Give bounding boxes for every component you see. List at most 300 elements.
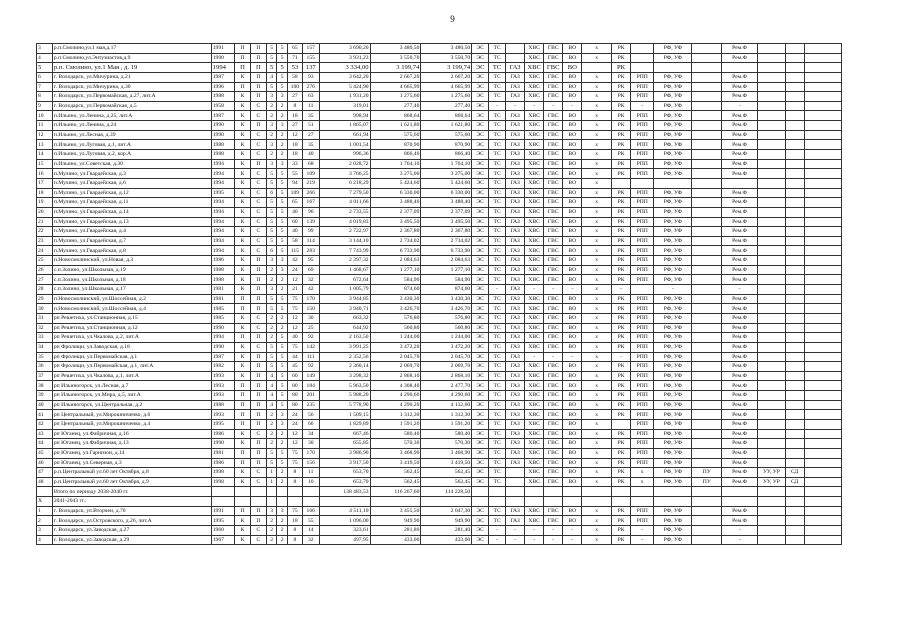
table-cell: РФ, УФ: [654, 294, 692, 304]
table-cell: р.п. Смолино, ул.1 Мая , д. 19: [52, 63, 211, 73]
table-cell: ТС: [489, 400, 506, 410]
table-cell: П: [235, 82, 251, 92]
table-cell: [758, 275, 786, 285]
table-cell: [758, 53, 786, 63]
table-cell: 2 352,56: [319, 352, 370, 362]
table-cell: Рем.Ф: [722, 275, 758, 285]
table-cell: 30: [302, 313, 319, 323]
table-cell: 3: [266, 256, 277, 266]
table-cell: 266: [302, 188, 319, 198]
table-cell: 55: [287, 169, 302, 179]
table-cell: С: [250, 526, 266, 536]
table-cell: 655,85: [319, 439, 370, 449]
table-cell: РФ, УФ: [654, 72, 692, 82]
table-cell: 570,30: [421, 439, 472, 449]
table-cell: 5: [266, 448, 277, 458]
table-cell: ЭС: [472, 352, 489, 362]
table-row: [37, 111, 842, 121]
table-cell: [804, 371, 841, 381]
table-cell: [758, 256, 786, 266]
table-cell: -: [631, 101, 654, 111]
table-cell: ЭС: [472, 391, 489, 401]
table-cell: ВО: [563, 391, 582, 401]
table-cell: [692, 285, 722, 295]
table-cell: 3 419,50: [370, 458, 421, 468]
table-cell: х: [582, 391, 612, 401]
table-cell: К: [235, 342, 251, 352]
table-cell: [722, 497, 758, 507]
table-cell: ГАЗ: [506, 217, 525, 227]
table-cell: Рем.Ф: [722, 506, 758, 516]
table-cell: 5 778,90: [319, 400, 370, 410]
table-cell: С: [250, 236, 266, 246]
table-cell: 1 764,10: [370, 159, 421, 169]
table-cell: [692, 516, 722, 526]
table-cell: [692, 227, 722, 237]
table-cell: К: [235, 72, 251, 82]
table-cell: [758, 371, 786, 381]
table-cell: рп Фролищи, ул.Заводская, д.18: [52, 342, 211, 352]
table-cell: 2 028,72: [319, 159, 370, 169]
table-cell: [654, 497, 692, 507]
table-cell: ВО: [563, 429, 582, 439]
table-cell: РК: [611, 140, 630, 150]
table-cell: ЭС: [472, 217, 489, 227]
table-cell: ЭС: [472, 526, 489, 536]
table-cell: ЭС: [472, 429, 489, 439]
table-cell: ГВС: [544, 516, 563, 526]
table-cell: 137: [302, 63, 319, 73]
table-cell: РПП: [631, 381, 654, 391]
table-cell: ТС: [489, 275, 506, 285]
table-cell: РФ, УФ: [654, 352, 692, 362]
table-cell: РФ, УФ: [654, 526, 692, 536]
table-cell: ЭС: [472, 458, 489, 468]
table-cell: -: [544, 101, 563, 111]
table-cell: [758, 526, 786, 536]
table-cell: ТС: [489, 304, 506, 314]
table-row: [37, 516, 842, 526]
table-cell: П: [250, 72, 266, 82]
table-cell: 3: [277, 265, 288, 275]
table-cell: Рем.Ф: [722, 265, 758, 275]
table-cell: -: [563, 526, 582, 536]
table-cell: [758, 236, 786, 246]
table-cell: 5: [277, 400, 288, 410]
table-cell: 5: [277, 362, 288, 372]
table-cell: К: [235, 352, 251, 362]
table-cell: ХВС: [525, 333, 544, 343]
table-cell: ХВС: [525, 169, 544, 179]
table-cell: 1 591,20: [421, 419, 472, 429]
table-cell: 1 312,30: [370, 410, 421, 420]
table-cell: ТС: [489, 391, 506, 401]
table-cell: 5: [277, 188, 288, 198]
table-cell: РПП: [631, 313, 654, 323]
table-cell: 1967: [211, 535, 234, 545]
table-cell: 27: [37, 275, 53, 285]
table-cell: х: [582, 130, 612, 140]
table-cell: П: [250, 448, 266, 458]
table-cell: [785, 207, 804, 217]
table-cell: ЭС: [472, 313, 489, 323]
table-cell: [692, 101, 722, 111]
table-cell: РК: [611, 227, 630, 237]
table-cell: [758, 140, 786, 150]
table-cell: 2: [266, 150, 277, 160]
table-cell: 116 267,60: [370, 487, 421, 497]
table-cell: 5: [277, 304, 288, 314]
table-cell: 219: [302, 178, 319, 188]
table-cell: -: [631, 526, 654, 536]
table-cell: 58: [287, 72, 302, 82]
table-cell: РК: [611, 333, 630, 343]
table-cell: ТС: [489, 82, 506, 92]
table-cell: П: [235, 391, 251, 401]
table-cell: РК: [611, 159, 630, 169]
table-cell: Рем.Ф: [722, 188, 758, 198]
table-cell: ХВС: [525, 63, 544, 73]
table-cell: 2 360,14: [319, 362, 370, 372]
table-cell: Рем.Ф: [722, 130, 758, 140]
table-cell: рп Ильиногорск, ул.Центральная, д.2: [52, 400, 211, 410]
table-cell: 12: [287, 429, 302, 439]
table-cell: РК: [611, 44, 630, 54]
table-cell: П: [250, 304, 266, 314]
table-cell: ГАЗ: [506, 323, 525, 333]
table-cell: 14: [37, 150, 53, 160]
table-cell: 323,61: [319, 526, 370, 536]
table-cell: п.Новосмолинский, ул.Шоссейная, д.2: [52, 294, 211, 304]
table-cell: [611, 178, 630, 188]
table-cell: ГВС: [544, 304, 563, 314]
table-row: [37, 227, 842, 237]
table-cell: 13: [37, 140, 53, 150]
table-cell: 1: [37, 506, 53, 516]
table-cell: [319, 497, 370, 507]
table-cell: х: [582, 178, 612, 188]
table-cell: [758, 516, 786, 526]
table-cell: 2 667,20: [370, 72, 421, 82]
table-cell: [302, 487, 319, 497]
table-cell: ГВС: [544, 159, 563, 169]
table-cell: [692, 92, 722, 102]
table-cell: 1988: [211, 400, 234, 410]
table-cell: 4 308,40: [370, 381, 421, 391]
table-cell: С: [250, 111, 266, 121]
table-row: [37, 159, 842, 169]
table-cell: 45: [37, 448, 53, 458]
table-cell: К: [235, 217, 251, 227]
table-cell: 1998: [211, 468, 234, 478]
table-cell: ГВС: [544, 130, 563, 140]
table-cell: 1994: [211, 333, 234, 343]
table-cell: 1 001,54: [319, 140, 370, 150]
table-cell: г. Володарск, ул.Мичурина, д.21: [52, 72, 211, 82]
table-cell: С: [250, 101, 266, 111]
table-cell: РПП: [631, 121, 654, 131]
table-cell: [804, 150, 841, 160]
table-cell: г. Володарск, ул.Первомайская, д.27, лит.А: [52, 92, 211, 102]
table-cell: 1991: [211, 44, 234, 54]
table-cell: 5: [266, 207, 277, 217]
table-cell: [692, 458, 722, 468]
table-cell: х: [582, 323, 612, 333]
table-cell: ТС: [489, 439, 506, 449]
table-cell: х: [582, 304, 612, 314]
table-cell: 100: [287, 82, 302, 92]
table-cell: ГАЗ: [506, 256, 525, 266]
table-cell: 2 868,10: [370, 371, 421, 381]
table-cell: [804, 72, 841, 82]
table-cell: РПП: [631, 362, 654, 372]
table-cell: ТС: [489, 188, 506, 198]
table-cell: п.Ильино, ул.Ленина, д.25, лит.А: [52, 111, 211, 121]
table-cell: х: [582, 458, 612, 468]
table-cell: 3: [277, 410, 288, 420]
table-cell: х: [582, 188, 612, 198]
table-cell: [758, 207, 786, 217]
table-cell: рп Центральный, ул.Мирошниченко, д.4: [52, 419, 211, 429]
table-cell: [506, 468, 525, 478]
table-cell: [804, 178, 841, 188]
table-cell: [631, 487, 654, 497]
table-cell: ГАЗ: [506, 381, 525, 391]
table-cell: 276: [302, 82, 319, 92]
table-cell: 157: [302, 44, 319, 54]
table-cell: ХВС: [525, 439, 544, 449]
table-cell: [692, 497, 722, 507]
table-cell: [785, 294, 804, 304]
table-cell: 3: [266, 285, 277, 295]
table-cell: 5: [277, 227, 288, 237]
table-cell: 5: [266, 304, 277, 314]
table-cell: С: [250, 227, 266, 237]
table-cell: РПП: [631, 130, 654, 140]
table-cell: 576,80: [421, 313, 472, 323]
table-cell: РПП: [631, 391, 654, 401]
table-cell: [758, 82, 786, 92]
table-cell: ХВС: [525, 323, 544, 333]
table-cell: х: [582, 236, 612, 246]
table-cell: 1988: [211, 265, 234, 275]
table-cell: [692, 304, 722, 314]
table-cell: 1 277,10: [370, 265, 421, 275]
table-cell: 156: [302, 458, 319, 468]
table-cell: П: [250, 63, 266, 73]
table-row: [37, 130, 842, 140]
table-cell: [758, 535, 786, 545]
table-cell: П: [250, 159, 266, 169]
table-cell: [692, 400, 722, 410]
table-cell: ЭС: [472, 371, 489, 381]
table-cell: С: [250, 150, 266, 160]
table-cell: х: [582, 101, 612, 111]
table-cell: П: [250, 294, 266, 304]
table-cell: ХВС: [525, 130, 544, 140]
table-cell: РК: [611, 477, 630, 487]
table-cell: 1994: [211, 207, 234, 217]
table-cell: [804, 92, 841, 102]
table-cell: 2 477,70: [421, 381, 472, 391]
table-cell: ТС: [489, 92, 506, 102]
table-cell: ЭС: [472, 63, 489, 73]
table-cell: 3 550,70: [421, 53, 472, 63]
table-cell: 27: [287, 92, 302, 102]
table-cell: ТС: [489, 458, 506, 468]
table-cell: х: [631, 477, 654, 487]
table-cell: рп Решетиха, ул.Чкалова, д.1, лит.А: [52, 371, 211, 381]
table-cell: П: [250, 44, 266, 54]
table-cell: х: [582, 362, 612, 372]
table-cell: 167: [302, 198, 319, 208]
table-cell: С: [250, 169, 266, 179]
table-cell: РФ, УФ: [654, 362, 692, 372]
table-cell: ГАЗ: [506, 362, 525, 372]
table-cell: 22: [37, 227, 53, 237]
table-cell: К: [235, 111, 251, 121]
table-cell: 4: [266, 72, 277, 82]
table-cell: [804, 111, 841, 121]
table-cell: 1 591,20: [370, 419, 421, 429]
table-cell: [692, 506, 722, 516]
table-row: [37, 207, 842, 217]
table-cell: 560,80: [421, 323, 472, 333]
table-cell: [692, 256, 722, 266]
table-cell: ВО: [563, 217, 582, 227]
table-cell: 3: [277, 419, 288, 429]
table-cell: ВО: [563, 342, 582, 352]
table-cell: 3 298,32: [319, 371, 370, 381]
table-cell: 2: [266, 439, 277, 449]
table-cell: П: [250, 362, 266, 372]
table-cell: [758, 439, 786, 449]
table-cell: ТС: [489, 352, 506, 362]
table-row: [37, 458, 842, 468]
table-cell: [758, 265, 786, 275]
table-row: [37, 468, 842, 478]
table-cell: 32: [302, 275, 319, 285]
table-cell: [692, 333, 722, 343]
table-cell: [785, 169, 804, 179]
table-row: [37, 169, 842, 179]
table-cell: 3 426,70: [370, 304, 421, 314]
table-cell: ГАЗ: [506, 111, 525, 121]
table-cell: ГАЗ: [506, 333, 525, 343]
table-cell: П: [235, 53, 251, 63]
table-cell: 1993: [211, 391, 234, 401]
table-cell: [804, 236, 841, 246]
table-cell: С: [250, 477, 266, 487]
table-cell: ЭС: [472, 333, 489, 343]
table-row: [37, 188, 842, 198]
table-cell: ГАЗ: [506, 506, 525, 516]
table-cell: ГАЗ: [506, 207, 525, 217]
table-cell: [370, 497, 421, 507]
table-cell: ЭС: [472, 362, 489, 372]
table-cell: х: [582, 150, 612, 160]
table-cell: 1994: [211, 246, 234, 256]
table-cell: [758, 159, 786, 169]
table-cell: х: [582, 207, 612, 217]
table-cell: рп Ильиногорск, ул.Мира, д.5, лит.А: [52, 391, 211, 401]
table-cell: 38: [37, 381, 53, 391]
table-cell: 92: [302, 362, 319, 372]
table-cell: -: [654, 285, 692, 295]
table-cell: ГВС: [544, 227, 563, 237]
table-cell: РФ, УФ: [654, 92, 692, 102]
table-cell: [804, 342, 841, 352]
table-cell: 5: [277, 207, 288, 217]
table-cell: [758, 400, 786, 410]
table-cell: г. Володарск, ул.Мичурина, д.30: [52, 82, 211, 92]
table-cell: 18: [287, 140, 302, 150]
table-cell: 1994: [211, 159, 234, 169]
table-cell: 3 550,70: [370, 53, 421, 63]
table-cell: 29: [37, 294, 53, 304]
table-cell: 1985: [211, 304, 234, 314]
table-cell: рп Решетиха, ул.Станционная, д.15: [52, 313, 211, 323]
table-cell: х: [582, 169, 612, 179]
table-cell: ГВС: [544, 72, 563, 82]
table-cell: 2: [277, 526, 288, 536]
table-cell: 2041-2043 гг.:: [52, 497, 211, 507]
table-cell: [804, 458, 841, 468]
table-cell: РФ, УФ: [654, 188, 692, 198]
table-cell: 5: [266, 294, 277, 304]
table-cell: ХВС: [525, 275, 544, 285]
table-cell: 58: [287, 236, 302, 246]
table-cell: К: [235, 477, 251, 487]
table-row: [37, 178, 842, 188]
table-cell: ГВС: [544, 217, 563, 227]
table-cell: РПП: [631, 448, 654, 458]
table-cell: 170: [302, 294, 319, 304]
table-cell: РК: [611, 246, 630, 256]
table-cell: 1 764,10: [421, 159, 472, 169]
table-cell: [758, 150, 786, 160]
table-cell: К: [235, 188, 251, 198]
table-cell: [692, 371, 722, 381]
table-cell: 3: [277, 256, 288, 266]
table-cell: РПП: [631, 140, 654, 150]
table-cell: [211, 497, 234, 507]
table-cell: Рем.Ф: [722, 150, 758, 160]
table-cell: ЭС: [472, 468, 489, 478]
table-cell: 35: [37, 352, 53, 362]
table-cell: ГВС: [544, 477, 563, 487]
table-cell: 3 430,30: [370, 294, 421, 304]
table-cell: х: [582, 342, 612, 352]
table-cell: 42: [287, 256, 302, 266]
table-cell: ВО: [563, 227, 582, 237]
table-cell: П: [250, 410, 266, 420]
table-cell: 1 931,20: [319, 92, 370, 102]
table-cell: ЭС: [472, 256, 489, 266]
table-cell: ЭС: [472, 246, 489, 256]
table-cell: [506, 497, 525, 507]
table-cell: 51: [302, 121, 319, 131]
table-cell: [758, 342, 786, 352]
table-cell: 1 244,00: [421, 333, 472, 343]
table-cell: х: [582, 477, 612, 487]
table-cell: ВО: [563, 400, 582, 410]
table-cell: [758, 121, 786, 131]
table-cell: РФ, УФ: [654, 419, 692, 429]
table-cell: п.Новосмолинский, ул.Новая, д.3: [52, 256, 211, 266]
table-cell: [654, 487, 692, 497]
table-cell: 42: [302, 285, 319, 295]
